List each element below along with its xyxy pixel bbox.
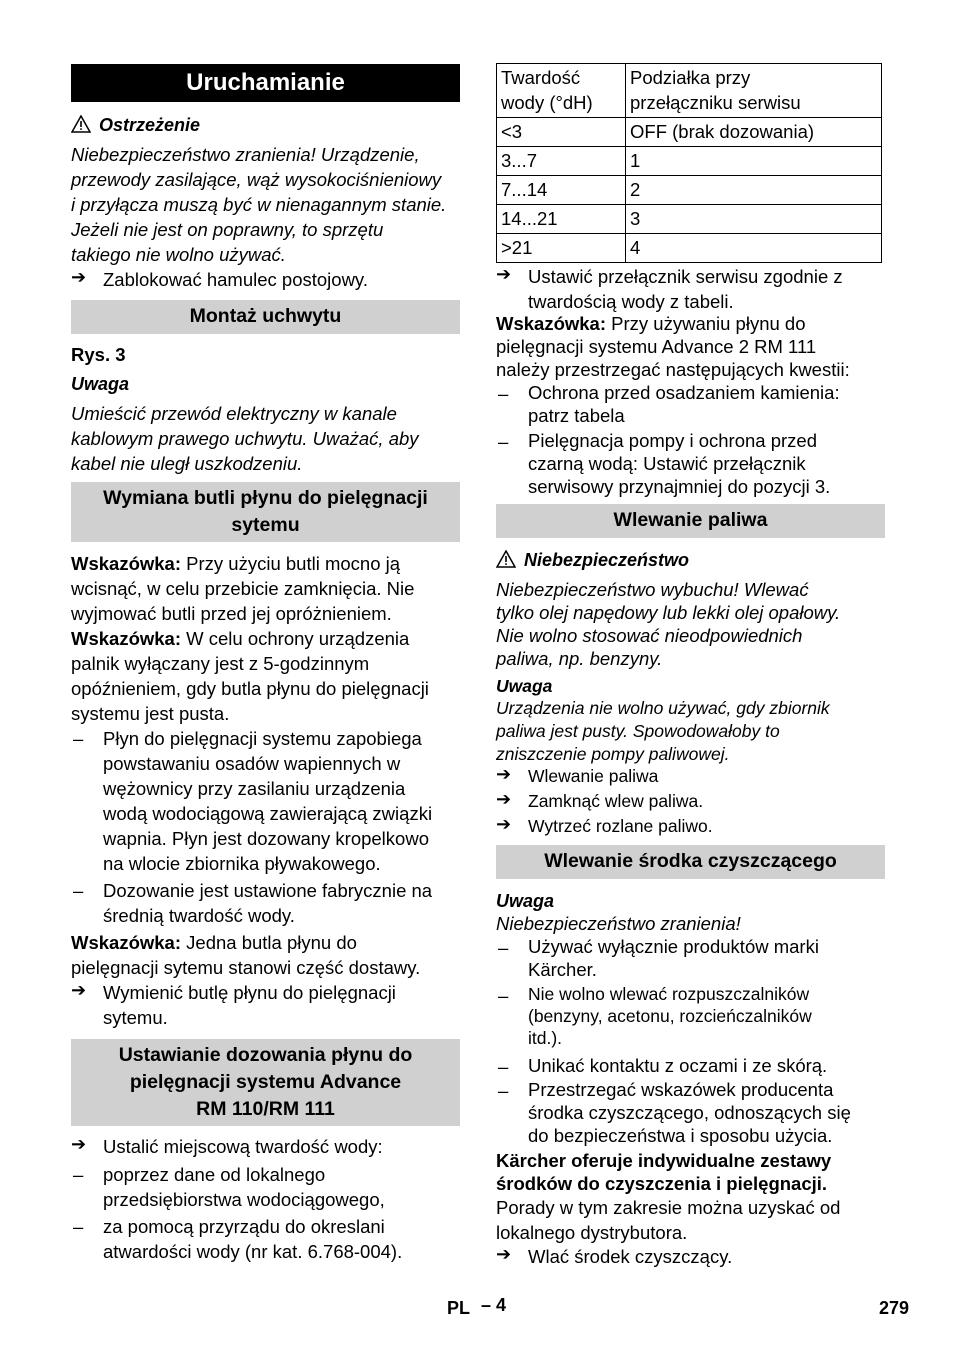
tip-1: Wskazówka: Przy użyciu butli mocno ją wcisnąć, w celu przebicie zamknięcia. Nie wyjmować butli przed jej opróżnieniem.: [71, 553, 415, 624]
dash-item-meter: – za pomocą przyrządu do okreslani atwardości wody (nr kat. 6.768-004).: [73, 1216, 403, 1262]
tip-advance: Wskazówka: Przy używaniu płynu do pielęgnacji systemu Advance 2 RM 111 należy przestrzegać następujących kwestii:: [496, 313, 850, 380]
karcher-offer: Kärcher oferuje indywidualne zestawy środków do czyszczenia i pielęgnacji. Porady w tym zakresie można uzyskać od lokalnego dystrybutora.: [496, 1150, 841, 1243]
table-cell: 14...21: [497, 205, 626, 234]
table-cell: 3: [626, 205, 882, 234]
section-mount-holder: Montaż uchwytu: [71, 300, 460, 334]
arrow-right-icon: ➔: [496, 264, 512, 284]
arrow-right-icon: ➔: [71, 980, 87, 1000]
dash-item-solvents: – Nie wolno wlewać rozpuszczalników (benzyny, acetonu, rozcieńczalników itd.).: [498, 984, 812, 1048]
dash-bullet: –: [498, 431, 509, 452]
arrow-right-icon: ➔: [71, 267, 87, 287]
note-text: Umieścić przewód elektryczny w kanale kablowym prawego uchwytu. Uważać, aby kabel nie uległ uszkodzeniu.: [71, 403, 419, 474]
dash-item-scale: – Ochrona przed osadzaniem kamienia: patrz tabela: [498, 382, 840, 426]
arrow-right-icon: ➔: [496, 764, 512, 784]
dash-item-contact: – Unikać kontaktu z oczami i ze skórą.: [498, 1055, 828, 1077]
note-label-cleaner: Uwaga: [496, 891, 555, 911]
step-brake: ➔ Zablokować hamulec postojowy.: [71, 267, 368, 290]
footer-local-page: – 4: [481, 1295, 507, 1315]
dash-item-water-company: – poprzez dane od lokalnego przedsiębiorstwa wodociągowego,: [73, 1164, 385, 1210]
danger-heading: Niebezpieczeństwo: [496, 548, 689, 574]
table-row: [497, 205, 882, 234]
table-row: [497, 147, 882, 176]
section-dosing: Ustawianie dozowania płynu do pielęgnacji systemu Advance RM 110/RM 111: [71, 1039, 460, 1126]
dash-item-pump: – Pielęgnacja pompy i ochrona przed czarną wodą: Ustawić przełącznik serwisowy przynajmniej do pozycji 3.: [498, 430, 831, 497]
table-cell: <3: [497, 118, 626, 147]
note-label-fuel: Uwaga: [496, 676, 553, 696]
arrow-right-icon: ➔: [496, 814, 512, 834]
table-cell: >21: [497, 234, 626, 263]
tip-3: Wskazówka: Jedna butla płynu do pielęgnacji sytemu stanowi część dostawy.: [71, 932, 421, 978]
table-header-cell: Twardość wody (°dH): [497, 64, 626, 118]
table-row: [497, 176, 882, 205]
footer-page-number: 279: [879, 1298, 910, 1318]
fuel-steps: [496, 764, 713, 839]
warning-text: Niebezpieczeństwo zranienia! Urządzenie, przewody zasilające, wąż wysokociśnieniowy i przyłącza muszą być w nienagannym stanie. Jeżeli nie jest on poprawny, to sprzętu takiego nie wolno używać.: [71, 144, 447, 265]
dash-item-fluid: – Płyn do pielęgnacji systemu zapobiega powstawaniu osadów wapiennych w wężownicy przy zasilaniu urządzenia wodą wodociągową zawierającą związki wapnia. Płyn jest dozowany kropelkowo na wlocie zbiornika pływakowego.: [73, 728, 433, 874]
arrow-right-icon: ➔: [496, 1244, 512, 1264]
dash-bullet: –: [498, 1080, 509, 1101]
table-header-cell: Podziałka przy przełączniku serwisu: [626, 64, 882, 118]
section-bottle-replace: Wymiana butli płynu do pielęgnacji sytemu: [71, 482, 460, 542]
dash-bullet: –: [73, 728, 84, 749]
dash-bullet: –: [73, 880, 84, 901]
step-replace-bottle: ➔ Wymienić butlę płynu do pielęgnacji sytemu.: [71, 980, 396, 1028]
step-hardness: ➔ Ustalić miejscową twardość wody:: [71, 1134, 383, 1157]
dash-item-factory: – Dozowanie jest ustawione fabrycznie na średnią twardość wody.: [73, 880, 433, 926]
table-cell: 7...14: [497, 176, 626, 205]
step-item: ➔ Zamknąć wlew paliwa.: [496, 789, 713, 814]
warning-triangle-icon: [496, 550, 516, 568]
figure-ref: Rys. 3: [71, 344, 126, 365]
dash-bullet: –: [498, 383, 509, 404]
section-fuel: Wlewanie paliwa: [496, 504, 885, 538]
tip-2: Wskazówka: W celu ochrony urządzenia palnik wyłączany jest z 5-godzinnym opóźnieniem, gdy butla płynu do pielęgnacji systemu jest pusta.: [71, 628, 429, 724]
dash-item-karcher: – Używać wyłącznie produktów marki Kärcher.: [498, 936, 819, 980]
arrow-right-icon: ➔: [496, 789, 512, 809]
table-cell: 2: [626, 176, 882, 205]
note-text-cleaner: Niebezpieczeństwo zranienia!: [496, 913, 741, 934]
dash-bullet: –: [498, 1056, 509, 1077]
table-cell: 1: [626, 147, 882, 176]
section-title-startup: Uruchamianie: [71, 64, 460, 102]
table-cell: OFF (brak dozowania): [626, 118, 882, 147]
warning-triangle-icon: [71, 115, 91, 133]
dash-item-manufacturer: – Przestrzegać wskazówek producenta środka czyszczącego, odnoszących się do bezpieczeństwa i sposobu użycia.: [498, 1079, 851, 1146]
dash-bullet: –: [73, 1164, 84, 1185]
step-item: ➔ Wytrzeć rozlane paliwo.: [496, 814, 713, 839]
hardness-table: [496, 63, 882, 263]
table-row: [497, 234, 882, 263]
arrow-right-icon: ➔: [71, 1134, 87, 1154]
warning-heading: Ostrzeżenie: [71, 113, 200, 139]
step-item: ➔ Wlewanie paliwa: [496, 764, 713, 789]
dash-bullet: –: [498, 985, 509, 1006]
table-cell: 3...7: [497, 147, 626, 176]
section-cleaner: Wlewanie środka czyszczącego: [496, 845, 885, 879]
table-cell: 4: [626, 234, 882, 263]
dash-bullet: –: [498, 937, 509, 958]
danger-text: Niebezpieczeństwo wybuchu! Wlewać tylko olej napędowy lub lekki olej opałowy. Nie wolno stosować nieodpowiednich paliwa, np. benzyny.: [496, 579, 841, 669]
table-row: [497, 118, 882, 147]
step-set-switch: ➔ Ustawić przełącznik serwisu zgodnie z twardością wody z tabeli.: [496, 264, 843, 312]
note-text-fuel: Urządzenia nie wolno używać, gdy zbiornik paliwa jest pusty. Spowodowałoby to zniszczenie pompy paliwowej.: [496, 698, 830, 764]
step-pour-cleaner: ➔ Wlać środek czyszczący.: [496, 1244, 733, 1267]
dash-bullet: –: [73, 1216, 84, 1237]
footer-language: PL: [447, 1298, 471, 1318]
table-header-row: [497, 64, 882, 118]
note-label: Uwaga: [71, 374, 130, 394]
